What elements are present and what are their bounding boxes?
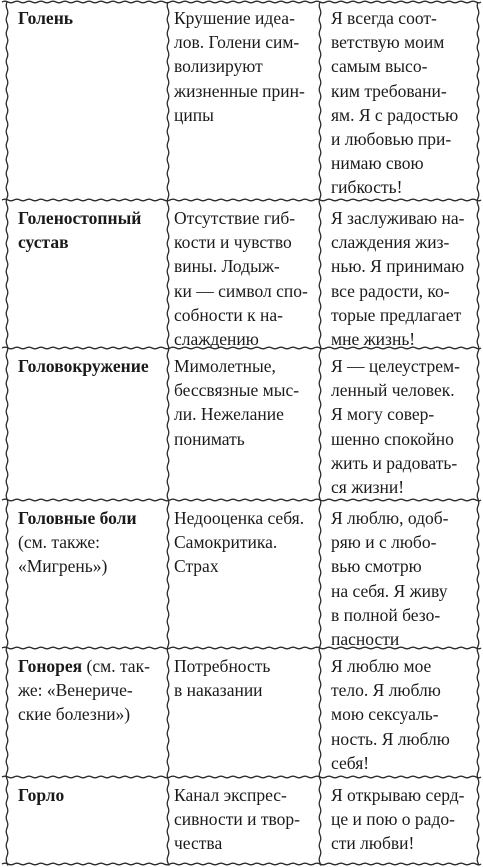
affirmation-cell: Я люблю мое тело. Я люблю мою сексуаль- ность. Я люблю себя! [331, 656, 450, 773]
term: Голеностопный сустав [18, 208, 142, 253]
term-cell [18, 200, 168, 254]
cause-cell: Канал экспрес- сивности и твор- чества [174, 785, 300, 854]
term: Голень [18, 8, 74, 28]
term-cell [18, 648, 168, 727]
table-row [0, 500, 483, 648]
term: Головокружение [18, 356, 149, 376]
table-row [0, 648, 483, 777]
table-row [0, 348, 483, 500]
cause-cell: Отсутствие гиб- кости и чувство вины. Лодыж- ки — символ спо- собности к на- слаждению [174, 208, 308, 350]
term: Головные боли [18, 508, 137, 528]
term: Горло [18, 785, 65, 805]
term-cell [18, 500, 168, 579]
term: Гонорея [18, 656, 83, 676]
term-note: (см. также: «Мигрень») [18, 532, 108, 577]
cause-cell: Крушение идеа- лов. Голени сим- волизируют жизненные прин- ципы [174, 8, 305, 125]
cause-cell: Потребность в наказании [174, 656, 271, 701]
term-cell [18, 777, 168, 807]
affirmation-cell: Я открываю серд- це и пою о радо- сти любви! [331, 785, 465, 854]
cause-cell: Мимолетные, бессвязные мыс- ли. Нежелание понимать [174, 356, 300, 449]
term-cell [18, 348, 168, 378]
cause-cell: Недооценка себя. Самокритика. Страх [174, 508, 305, 577]
affirmation-cell: Я всегда соот- ветствую моим самым высо- ким требовани- ям. Я с радостью и любовью при- нимаю свою гибкость! [331, 8, 459, 198]
affirmation-cell: Я люблю, одоб- ряю и с любо- вью смотрю на себя. Я живу в полной безо- пасности [331, 508, 449, 650]
table-row [0, 200, 483, 348]
affirmation-cell: Я заслуживаю на- слаждения жиз- нью. Я принимаю все радости, ко- торые предлагает мне жизнь! [331, 208, 465, 350]
affirmation-cell: Я — целеустрем- ленный человек. Я могу совер- шенно спокойно жить и радовать- ся жизни! [331, 356, 460, 498]
term-note: (см. так- же: «Венериче- ские болезни») [18, 656, 150, 725]
table-row [0, 0, 483, 200]
table-row [0, 777, 483, 867]
term-cell [18, 0, 168, 30]
